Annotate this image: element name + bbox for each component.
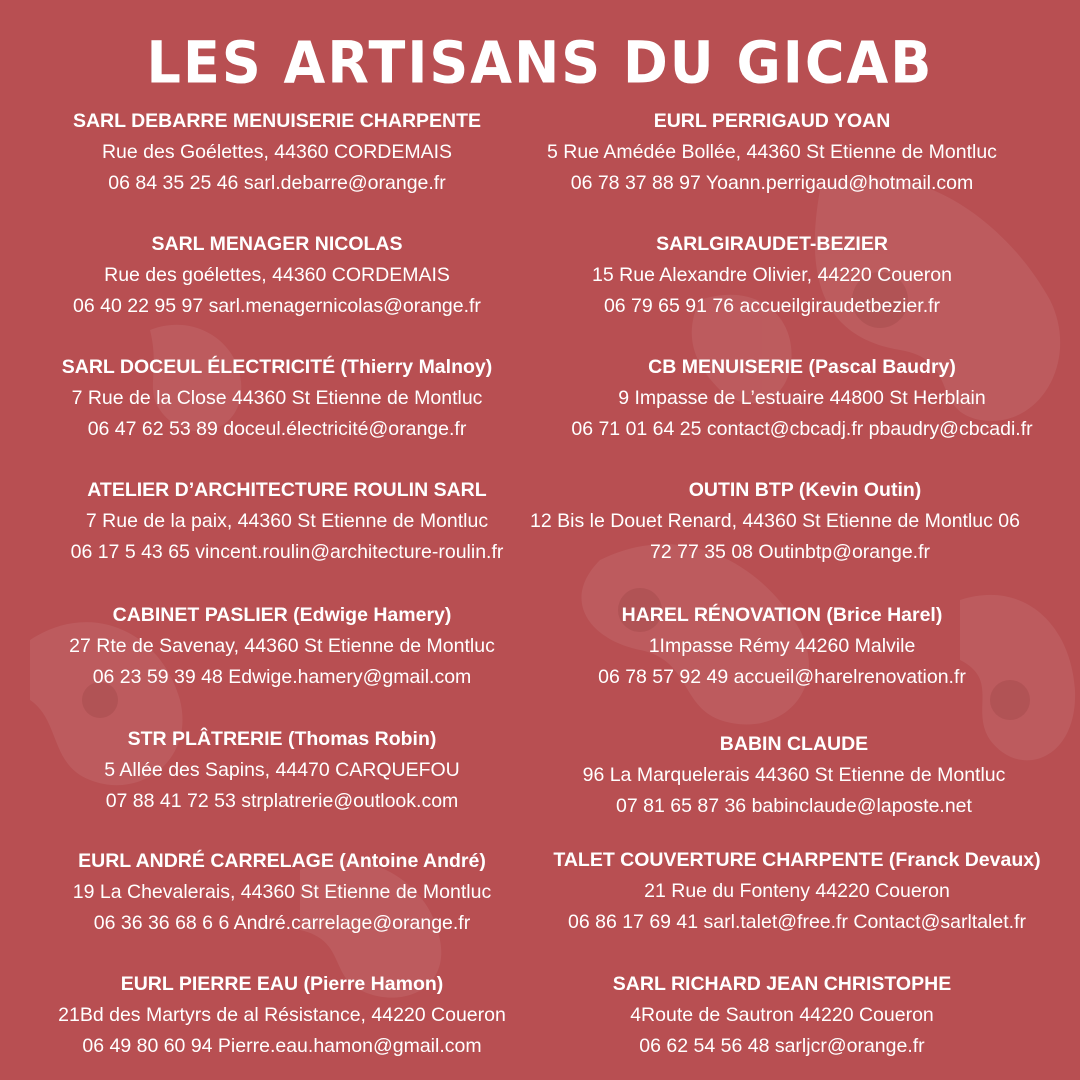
- artisan-name: SARL RICHARD JEAN CHRISTOPHE: [612, 973, 952, 995]
- artisan-card-right-6: [534, 729, 1054, 822]
- artisan-card-left-6: [22, 724, 542, 817]
- artisan-address: Rue des Goélettes, 44360 CORDEMAIS: [101, 141, 453, 163]
- artisan-card-left-2: [22, 229, 532, 322]
- artisan-card-left-7: [12, 846, 552, 939]
- artisan-address: 9 Impasse de L’estuaire 44800 St Herblain: [618, 387, 986, 409]
- page-title: LES ARTISANS DU GICAB: [146, 28, 934, 97]
- artisan-contact: 07 81 65 87 36 babinclaude@laposte.net: [616, 795, 972, 817]
- artisan-address: 15 Rue Alexandre Olivier, 44220 Coueron: [592, 264, 952, 286]
- artisan-card-right-1: [504, 106, 1040, 199]
- artisan-address: 5 Rue Amédée Bollée, 44360 St Etienne de Montluc: [547, 141, 997, 163]
- artisan-card-left-5: [12, 600, 552, 693]
- artisan-card-left-4: [12, 475, 562, 568]
- artisan-contact: 72 77 35 08 Outinbtp@orange.fr: [650, 541, 930, 563]
- artisan-card-left-3: [12, 352, 542, 445]
- artisan-contact: 06 49 80 60 94 Pierre.eau.hamon@gmail.com: [82, 1035, 482, 1057]
- artisan-contact: 06 78 57 92 49 accueil@harelrenovation.fr: [598, 666, 966, 688]
- artisan-address: 5 Allée des Sapins, 44470 CARQUEFOU: [104, 759, 460, 781]
- artisan-name: ATELIER D’ARCHITECTURE ROULIN SARL: [87, 479, 487, 501]
- artisan-name: SARLGIRAUDET-BEZIER: [656, 233, 888, 255]
- artisan-name: OUTIN BTP (Kevin Outin): [688, 479, 922, 501]
- artisan-address: 21 Rue du Fonteny 44220 Coueron: [644, 880, 950, 902]
- artisan-name: EURL PIERRE EAU (Pierre Hamon): [120, 973, 444, 995]
- artisan-card-right-4: [530, 475, 1080, 568]
- artisan-name: SARL MENAGER NICOLAS: [151, 233, 403, 255]
- artisan-contact: 06 47 62 53 89 doceul.électricité@orange.fr: [87, 418, 467, 440]
- artisan-card-right-7: [522, 845, 1072, 938]
- artisan-address: 1Impasse Rémy 44260 Malvile: [648, 635, 916, 657]
- artisan-name: HAREL RÉNOVATION (Brice Harel): [621, 604, 943, 626]
- artisan-contact: 06 79 65 91 76 accueilgiraudetbezier.fr: [603, 295, 941, 317]
- artisan-name: BABIN CLAUDE: [719, 733, 869, 755]
- artisan-address: 27 Rte de Savenay, 44360 St Etienne de Montluc: [69, 635, 495, 657]
- artisan-name: SARL DEBARRE MENUISERIE CHARPENTE: [72, 110, 482, 132]
- artisan-name: SARL DOCEUL ÉLECTRICITÉ (Thierry Malnoy): [61, 356, 493, 378]
- artisan-contact: 06 23 59 39 48 Edwige.hamery@gmail.com: [92, 666, 472, 688]
- artisan-card-right-2: [534, 229, 1010, 322]
- artisan-contact: 06 62 54 56 48 sarljcr@orange.fr: [639, 1035, 925, 1057]
- artisan-card-left-8: [12, 969, 552, 1062]
- artisan-card-left-1: [22, 106, 532, 199]
- artisan-name: EURL ANDRÉ CARRELAGE (Antoine André): [78, 850, 486, 872]
- artisan-name: STR PLÂTRERIE (Thomas Robin): [127, 728, 437, 750]
- artisan-address: Rue des goélettes, 44360 CORDEMAIS: [104, 264, 450, 286]
- artisan-address: 12 Bis le Douet Renard, 44360 St Etienne de Montluc 06: [530, 510, 1020, 532]
- artisan-contact: 06 78 37 88 97 Yoann.perrigaud@hotmail.com: [570, 172, 974, 194]
- artisan-name: TALET COUVERTURE CHARPENTE (Franck Devaux): [553, 849, 1041, 871]
- artisan-card-right-5: [544, 600, 1020, 693]
- artisan-contact: 06 86 17 69 41 sarl.talet@free.fr Contact@sarltalet.fr: [568, 911, 1026, 933]
- artisan-address: 7 Rue de la Close 44360 St Etienne de Montluc: [71, 387, 483, 409]
- artisan-card-right-8: [544, 969, 1020, 1062]
- artisan-name: EURL PERRIGAUD YOAN: [653, 110, 891, 132]
- artisan-address: 19 La Chevalerais, 44360 St Etienne de Montluc: [72, 881, 492, 903]
- artisan-name: CABINET PASLIER (Edwige Hamery): [112, 604, 452, 626]
- artisan-card-right-3: [524, 352, 1080, 445]
- artisan-contact: 06 17 5 43 65 vincent.roulin@architecture-roulin.fr: [70, 541, 504, 563]
- artisan-address: 4Route de Sautron 44220 Coueron: [630, 1004, 934, 1026]
- artisan-contact: 06 84 35 25 46 sarl.debarre@orange.fr: [108, 172, 446, 194]
- artisan-name: CB MENUISERIE (Pascal Baudry): [648, 356, 956, 378]
- artisan-contact: 07 88 41 72 53 strplatrerie@outlook.com: [105, 790, 459, 812]
- artisan-address: 7 Rue de la paix, 44360 St Etienne de Montluc: [85, 510, 489, 532]
- artisan-contact: 06 40 22 95 97 sarl.menagernicolas@orange.fr: [73, 295, 481, 317]
- artisan-contact: 06 71 01 64 25 contact@cbcadj.fr pbaudry@cbcadi.fr: [571, 418, 1033, 440]
- artisan-address: 21Bd des Martyrs de al Résistance, 44220 Coueron: [58, 1004, 506, 1026]
- artisan-contact: 06 36 36 68 6 6 André.carrelage@orange.fr: [93, 912, 471, 934]
- artisan-address: 96 La Marquelerais 44360 St Etienne de Montluc: [582, 764, 1006, 786]
